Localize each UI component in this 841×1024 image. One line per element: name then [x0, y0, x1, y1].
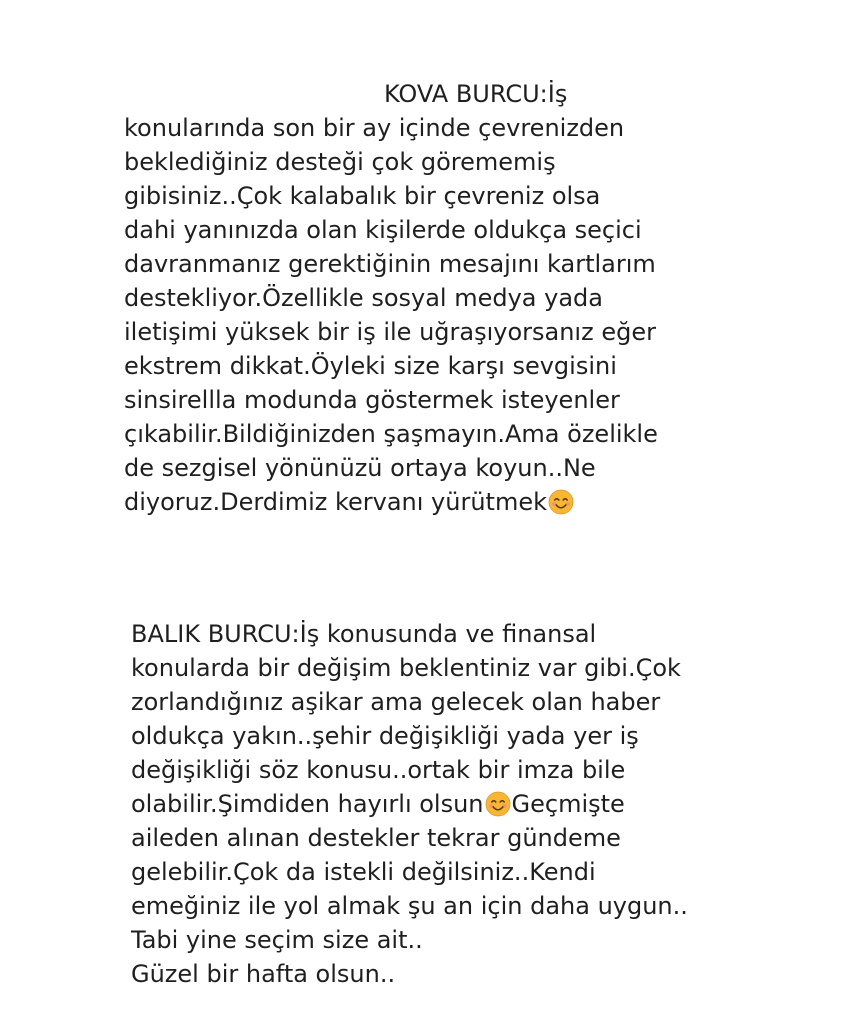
kova-line-13	[124, 485, 658, 519]
kova-line-5: dahi yanınızda olan kişilerde oldukça seçici	[124, 216, 642, 244]
kova-line-2: konularında son bir ay içinde çevrenizden	[124, 114, 625, 142]
kova-line-12: de sezgisel yönünüzü ortaya koyun..Ne	[124, 454, 596, 482]
balik-line-8: gelebilir.Çok da istekli değilsiniz..Kendi	[131, 858, 596, 886]
balik-line-4: oldukça yakın..şehir değişikliği yada yer iş	[131, 722, 639, 750]
kova-line-6: davranmanız gerektiğinin mesajını kartlarım	[124, 250, 656, 278]
kova-line-3: beklediğiniz desteği çok görememiş	[124, 148, 556, 176]
smiling-face-emoji-icon	[485, 791, 511, 817]
balik-line-6-text-after: Geçmişte	[511, 790, 625, 818]
kova-line-8: iletişimi yüksek bir iş ile uğraşıyorsanız eğer	[124, 318, 656, 346]
balik-line-5: değişikliği söz konusu..ortak bir imza bile	[131, 756, 626, 784]
balik-line-3: zorlandığınız aşikar ama gelecek olan haber	[131, 688, 661, 716]
balik-line-7: aileden alınan destekler tekrar gündeme	[131, 824, 621, 852]
kova-burcu-paragraph	[124, 77, 658, 519]
smiling-face-emoji-icon	[548, 489, 574, 515]
kova-line-11: çıkabilir.Bildiğinizden şaşmayın.Ama özelikle	[124, 420, 658, 448]
balik-burcu-paragraph	[131, 617, 688, 991]
balik-line-9: emeğiniz ile yol almak şu an için daha uygun..	[131, 892, 688, 920]
balik-line-11: Güzel bir hafta olsun..	[131, 960, 396, 988]
balik-title-line: BALIK BURCU:İş konusunda ve finansal	[131, 620, 597, 648]
kova-line-10: sinsirellla modunda göstermek isteyenler	[124, 386, 620, 414]
balik-line-10: Tabi yine seçim size ait..	[131, 926, 423, 954]
kova-line-4: gibisiniz..Çok kalabalık bir çevreniz olsa	[124, 182, 601, 210]
kova-line-13-text: diyoruz.Derdimiz kervanı yürütmek	[124, 488, 547, 516]
kova-line-9: ekstrem dikkat.Öyleki size karşı sevgisini	[124, 352, 617, 380]
balik-line-6-text-before: olabilir.Şimdiden hayırlı olsun	[131, 790, 484, 818]
kova-line-7: destekliyor.Özellikle sosyal medya yada	[124, 284, 603, 312]
kova-title-line: KOVA BURCU:İş	[384, 80, 568, 108]
balik-line-2: konularda bir değişim beklentiniz var gibi.Çok	[131, 654, 681, 682]
balik-line-6	[131, 787, 688, 821]
